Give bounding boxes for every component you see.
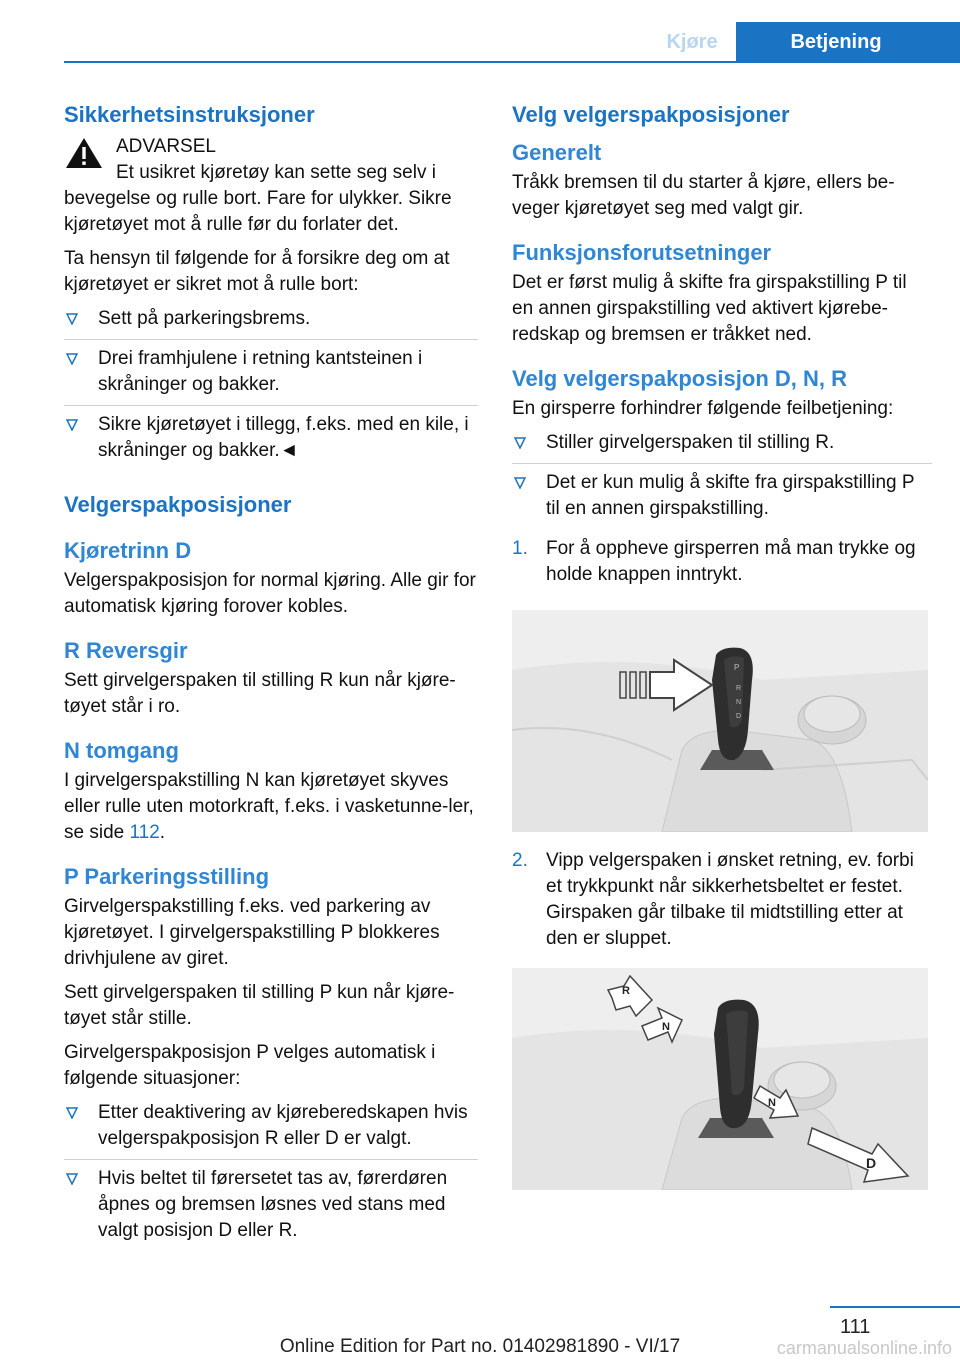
list-item: Stiller girvelgerspaken til stilling R. [512, 430, 932, 464]
dnr-list [512, 430, 932, 530]
p-text-2: Sett girvelgerspaken til stilling P kun når kjøre-tøyet står stille. [64, 982, 455, 1029]
triangle-bullet-icon [66, 1107, 78, 1119]
header-rule [64, 61, 960, 63]
svg-text:R: R [736, 685, 742, 692]
triangle-bullet-icon [66, 353, 78, 365]
label-n-top: N [662, 1021, 670, 1033]
footer [0, 1336, 960, 1358]
select-heading: Velg velgerspakposisjoner [512, 102, 790, 127]
list-item: Drei framhjulene i retning kantsteinen i skråninger og bakker. [64, 346, 478, 406]
page-number: 111 [840, 1316, 871, 1338]
gear-lever-figure-2 [512, 968, 928, 1190]
chapter-nav [648, 22, 960, 62]
triangle-bullet-icon [514, 477, 526, 489]
warning-title: ADVARSEL [116, 136, 216, 157]
warning-block [64, 134, 478, 238]
general-heading: Generelt [512, 140, 602, 165]
list-item: Sett på parkeringsbrems. [64, 306, 478, 340]
n-text: I girvelgerspakstilling N kan kjøretøyet skyves eller rulle uten motorkraft, f.eks. i vasketunne-ler, se side 112. [64, 770, 474, 843]
left-column [64, 100, 478, 1260]
right-column [512, 100, 932, 1206]
tab-betjening[interactable]: Betjening [736, 22, 960, 62]
label-n-bottom: N [768, 1097, 776, 1109]
step-item: 1. For å oppheve girsperren må man trykke og holde knappen inntrykt. [512, 538, 916, 585]
triangle-bullet-icon [66, 313, 78, 325]
secure-intro: Ta hensyn til følgende for å forsikre deg om at kjøretøyet er sikret mot å rulle bort: [64, 248, 450, 295]
label-d: D [866, 1155, 877, 1171]
d-heading: Kjøretrinn D [64, 538, 192, 563]
secure-list [64, 306, 478, 472]
r-heading: R Reversgir [64, 638, 188, 663]
r-text: Sett girvelgerspaken til stilling R kun når kjøre-tøyet står i ro. [64, 670, 456, 717]
gear-lever-direction-illustration [512, 968, 928, 1190]
step-list-2 [512, 848, 932, 960]
footer-rule [830, 1306, 960, 1308]
general-text: Tråkk bremsen til du starter å kjøre, ellers be-veger kjøretøyet seg med valgt gir. [512, 172, 895, 219]
warning-body: Et usikret kjøretøy kan sette seg selv i bevegelse og rulle bort. Fare for ulykker. Sikre kjøretøyet mot å rulle før du forlater det. [64, 162, 452, 235]
edition-text: Online Edition for Part no. 01402981890 - VI/17 [279, 1336, 681, 1357]
page-link[interactable]: 112 [129, 822, 160, 843]
p-heading: P Parkeringsstilling [64, 864, 270, 889]
p-text-3: Girvelgerspakposisjon P velges automatisk i følgende situasjoner: [64, 1042, 436, 1089]
gear-lever-figure-1 [512, 610, 928, 832]
p-text-1: Girvelgerspakstilling f.eks. ved parkering av kjøretøyet. I girvelgerspakstilling P blokkeres drivhjulene av giret. [64, 896, 440, 969]
warning-icon [64, 136, 104, 170]
step-number: 2. [512, 850, 528, 871]
svg-text:N: N [736, 699, 742, 706]
list-item: Hvis beltet til førersetet tas av, førerdøren åpnes og bremsen løsnes ved stans med valgt posisjon D eller R. [64, 1166, 478, 1252]
svg-text:D: D [736, 713, 742, 720]
step-list-1 [512, 536, 932, 596]
dnr-heading: Velg velgerspakposisjon D, N, R [512, 366, 847, 391]
step-number: 1. [512, 538, 528, 559]
safety-heading: Sikkerhetsinstruksjoner [64, 102, 315, 127]
d-text: Velgerspakposisjon for normal kjøring. Alle gir for automatisk kjøring forover kobles. [64, 570, 476, 617]
tab-kjore[interactable]: Kjøre [666, 30, 718, 53]
list-item: Sikre kjøretøyet i tillegg, f.eks. med en kile, i skråninger og bakker.◄ [64, 412, 478, 472]
p-list [64, 1100, 478, 1252]
triangle-bullet-icon [66, 1173, 78, 1185]
triangle-bullet-icon [66, 419, 78, 431]
triangle-bullet-icon [514, 437, 526, 449]
func-heading: Funksjonsforutsetninger [512, 240, 772, 265]
list-item: Etter deaktivering av kjøreberedskapen hvis velgerspakposisjon R eller D er valgt. [64, 1100, 478, 1160]
svg-text:P: P [734, 663, 740, 672]
n-heading: N tomgang [64, 738, 179, 763]
label-r: R [622, 985, 630, 997]
positions-heading: Velgerspakposisjoner [64, 492, 292, 517]
step-item: 2. Vipp velgerspaken i ønsket retning, ev. forbi et trykkpunkt når sikkerhetsbeltet er festet. Girspaken går tilbake til midtstilling etter at den er sluppet. [512, 850, 914, 949]
func-text: Det er først mulig å skifte fra girspakstilling P til en annen girspakstilling ved aktivert kjørebe-redskap og bremsen er tråkket ned. [512, 272, 907, 345]
dnr-intro: En girsperre forhindrer følgende feilbetjening: [512, 398, 894, 419]
gear-lever-illustration [512, 610, 928, 832]
list-item: Det er kun mulig å skifte fra girspakstilling P til en annen girspakstilling. [512, 470, 932, 530]
watermark: carmanualsonline.info [776, 1338, 952, 1358]
